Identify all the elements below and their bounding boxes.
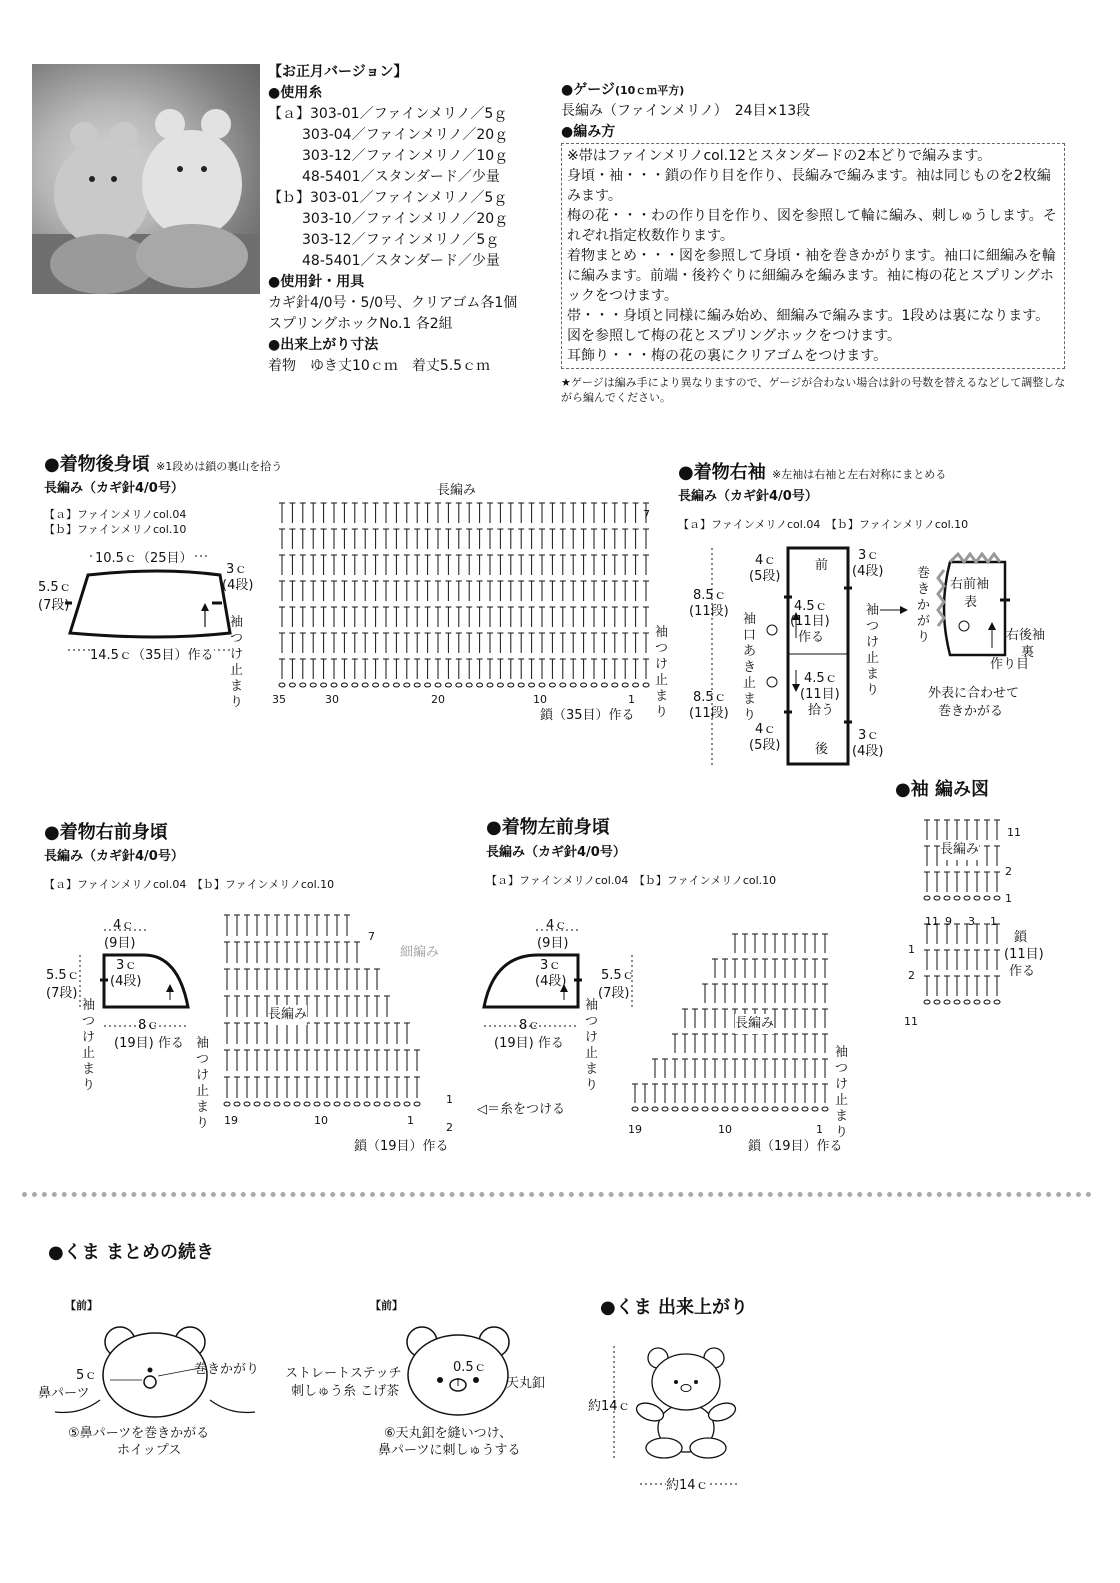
sleeve-back: 後 [815,742,829,757]
yarn-b-2: 303-10／ファインメリノ／20ｇ [302,211,509,227]
sleeve-caption-1: 外表に合わせて [928,686,1020,701]
method-line: ※帯はファインメリノcol.12とスタンダードの2本どりで編みます。 [567,148,992,164]
chain-row [632,1107,828,1111]
right-sleeve-stitch: 長編み（カギ針4/0号） [678,489,818,504]
sleeve-mid-pick-rows: (11目) [800,687,840,702]
sleeve-dim-left-bot: 8.5ｃ [693,690,727,705]
sleeve-caption-2: 巻きかがる [938,704,1004,719]
tools-line-2: スプリングホックNo.1 各2組 [268,316,453,332]
chain-row [924,896,1000,900]
sleeve-rows-bot-r: (4段) [852,744,884,759]
stitch-symbols [924,924,1000,996]
back-body-stitch-chart [262,495,662,700]
right-sleeve-title: ●着物右袖 ※左袖は右袖と左右対称にまとめる [678,462,947,483]
left-front-stitch-chart [625,920,840,1120]
section-divider [22,1192,1092,1197]
sleeve-bot-11: 11 [925,915,939,928]
tools-heading: ●使用針・用具 [268,274,365,290]
right-back-face: 裏 [1021,645,1035,660]
yarn-b-1: 【ｂ】303-01／ファインメリノ／5ｇ [268,190,508,206]
rf-left-dim: 5.5ｃ [46,968,80,983]
caption-2-line2: 鼻パーツに刺しゅうする [378,1443,521,1458]
sleeve-chain-count: (11目) [1004,947,1044,962]
back-sleeve-stop: 袖つけ止まり [230,615,244,710]
lf-chart-label: 長編み [735,1014,774,1034]
right-front-colors: 【ａ】ファインメリノcol.04 【ｂ】ファインメリノcol.10 [44,878,335,891]
back-chain: 鎖（35目）作る [540,708,635,723]
back-right-dim: 3ｃ [226,562,248,577]
sleeve-left-row-11: 11 [904,1015,918,1028]
right-front-sleeve: 右前袖 [950,577,990,592]
lf-sleeve-stop: 袖つけ止まり [585,998,599,1093]
gauge-value: 長編み（ファインメリノ） 24目×13段 [561,103,811,119]
yarn-b-3: 303-12／ファインメリノ／5ｇ [302,232,500,248]
stitch-symbols [632,934,828,1103]
version-title: 【お正月バージョン】 [268,64,408,80]
back-num-1: 1 [628,693,635,706]
method-line: 梅の花・・・わの作り目を作り、図を参照して輪に編み、刺しゅうします。それぞれ指定枚数作ります。 [567,208,1057,244]
bear-width: 約14ｃ [666,1476,709,1496]
lf-bot-sts: (19目) 作る [494,1036,564,1051]
back-row-top: 7 [643,508,650,521]
yarn-b-4: 48-5401／スタンダード／少量 [302,253,500,269]
rf-legend: ◁＝糸をつける [477,1102,565,1117]
back-chart-sleeve-stop: 袖つけ止まり [655,625,669,720]
stitch-symbols [224,915,420,1098]
back-bottom-dim: 14.5ｃ（35目）作る [90,646,214,666]
sleeve-mid-make-act: 作る [798,630,825,645]
sleeve-mid-pick: 4.5ｃ [804,671,838,686]
lf-chart-sleeve-stop: 袖つけ止まり [835,1045,849,1140]
lf-bot-dim: 8ｃ [519,1018,541,1033]
sleeve-rows-left-top: (11段) [689,604,729,619]
back-left-dim: 5.5ｃ [38,580,72,595]
sleeve-mid-make-rows: (11目) [790,614,830,629]
rf-chart-sleeve-stop: 袖つけ止まり [196,1036,210,1131]
bead-label: 天丸釦 [506,1376,546,1391]
back-num-20: 20 [431,693,445,706]
left-front-colors: 【ａ】ファインメリノcol.04 【ｂ】ファインメリノcol.10 [486,874,777,887]
sleeve-bot-1: 1 [990,915,997,928]
lf-num-10: 10 [718,1123,732,1136]
lf-top-dim: 4ｃ [546,918,568,933]
size-value: 着物 ゆき丈10ｃｍ 着丈5.5ｃｍ [268,358,491,374]
back-right-rows: (4段) [222,578,254,593]
sleeve-row-11: 11 [1007,826,1021,839]
yarn-a-2: 303-04／ファインメリノ／20ｇ [302,127,509,143]
rf-side-2: 2 [446,1121,453,1134]
sleeve-chart-label: 長編み [940,840,979,860]
sleeve-mid-pick-act: 拾う [808,703,835,718]
rf-bot-sts: (19目) 作る [114,1036,184,1051]
rf-sleeve-stop: 袖つけ止まり [82,998,96,1093]
lf-right-dim: 5.5ｃ [601,968,635,983]
lf-num-19: 19 [628,1123,642,1136]
method-line: 耳飾り・・・梅の花の裏にクリアゴムをつけます。 [567,348,888,364]
lf-num-1: 1 [816,1123,823,1136]
rf-num-10: 10 [314,1114,328,1127]
method-line: 身頃・袖・・・鎖の作り目を作り、長編みで編みます。袖は同じものを2枚編みます。 [567,168,1051,204]
sleeve-rows-top-r: (4段) [852,564,884,579]
rf-left-rows: (7段) [46,986,78,1001]
bear-finish-title: ●くま まとめの続き [48,1242,214,1263]
sleeve-rows-top-l: (5段) [749,569,781,584]
sleeve-dim-left-top: 8.5ｃ [693,588,727,603]
bear-5c: 5ｃ [76,1368,98,1383]
bear-height: 約14ｃ [588,1399,631,1414]
left-front-title: ●着物左前身頃 [486,817,610,838]
back-num-10: 10 [533,693,547,706]
back-body-stitch: 長編み（カギ針4/0号） [44,481,184,496]
chain-row [279,683,649,687]
back-body-title: ●着物後身頃 ※1段めは鎖の裏山を拾う [44,454,283,475]
front-label-2: 【前】 [370,1299,403,1312]
tools-line-1: カギ針4/0号・5/0号、クリアゴム各1個 [268,295,518,311]
sleeve-front: 前 [815,558,829,573]
sleeve-cast-on: 作り目 [990,657,1030,672]
dim-05: 0.5ｃ [453,1360,487,1375]
yarn-a-1: 【ａ】303-01／ファインメリノ／5ｇ [268,106,508,122]
caption-2-line1: ⑥天丸釦を縫いつけ、 [384,1426,513,1441]
straight-stitch: ストレートステッチ [285,1366,402,1381]
sleeve-bot-3: 3 [968,915,975,928]
caption-1-line2: ホイップス [117,1443,182,1458]
right-front-face: 表 [964,595,978,610]
method-heading: ●編み方 [561,124,616,140]
bear-photo [32,64,260,294]
back-left-rows: (7段) [38,598,70,613]
rf-mid-rows: (4段) [110,974,142,989]
rf-sc-label: 細編み [400,945,440,960]
sleeve-row-2: 2 [1005,865,1012,878]
nose-part-label: 鼻パーツ [38,1386,90,1401]
back-top-dim: 10.5ｃ（25目） [95,549,193,569]
stitch-symbols [279,503,649,679]
sleeve-chain-act: 作る [1009,964,1036,979]
rf-num-19: 19 [224,1114,238,1127]
sleeve-dim-top-l: 4ｃ [755,553,777,568]
lf-chain: 鎖（19目）作る [748,1139,843,1154]
method-line: 着物まとめ・・・図を参照して身頃・袖を巻きかがります。袖口に細編みを輪に編みます。前端・後衿ぐりに細編みを編みます。袖に梅の花とスプリングホックをつけます。 [567,248,1056,304]
rf-mid-dim: 3ｃ [116,958,138,973]
lf-mid-dim: 3ｃ [540,958,562,973]
rf-side-1: 1 [446,1093,453,1106]
yarn-a-3: 303-12／ファインメリノ／10ｇ [302,148,509,164]
sleeve-left-row-1: 1 [908,943,915,956]
sleeve-dim-bot-l: 4ｃ [755,722,777,737]
sleeve-dim-bot-r: 3ｃ [858,728,880,743]
sleeve-row-1: 1 [1005,892,1012,905]
lf-right-rows: (7段) [598,986,630,1001]
sleeve-rows-left-bot: (11段) [689,706,729,721]
chain-row [224,1102,420,1106]
right-front-stitch-chart [205,905,460,1120]
sleeve-rows-bot-l: (5段) [749,738,781,753]
sleeve-chart-title: ●袖 編み図 [895,779,989,800]
method-box [561,143,1065,369]
rf-chart-label: 長編み [268,1005,307,1025]
right-front-title: ●着物右前身頃 [44,822,168,843]
rf-top-sts: (9目) [104,936,136,951]
back-body-color-b: 【ｂ】ファインメリノcol.10 [44,523,187,536]
left-front-stitch: 長編み（カギ針4/0号） [486,845,626,860]
rf-chain: 鎖（19目）作る [354,1139,449,1154]
rf-num-1: 1 [407,1114,414,1127]
sleeve-cuff-stop: 袖口あき止まり [743,612,757,723]
right-sleeve-colors: 【ａ】ファインメリノcol.04 【ｂ】ファインメリノcol.10 [678,518,969,531]
size-heading: ●出来上がり寸法 [268,337,379,353]
right-back-sleeve: 右後袖 [1006,628,1046,643]
yarn-a-4: 48-5401／スタンダード／少量 [302,169,500,185]
gauge-heading: ●ゲージ(10ｃｍ平方) [561,82,685,98]
whip-label: 巻きかがり [194,1362,260,1377]
sleeve-dim-top-r: 3ｃ [858,548,880,563]
gauge-note: ★ゲージは編み手により異なりますので、ゲージが合わない場合は針の号数を替えるなどして調整しながら編んでください。 [561,376,1066,404]
right-front-stitch: 長編み（カギ針4/0号） [44,849,184,864]
chain-row [924,1000,1000,1004]
bear-done-title: ●くま 出来上がり [600,1297,748,1318]
sleeve-attach-stop: 袖つけ止まり [866,603,880,698]
method-line: 帯・・・身頃と同様に編み始め、細編みで編みます。1段めは裏になります。図を参照して梅の花とスプリングホックをつけます。 [567,308,1050,344]
lf-mid-rows: (4段) [535,974,567,989]
lf-top-sts: (9目) [537,936,569,951]
sleeve-whip: 巻きかがり [917,566,931,645]
sleeve-mid-make: 4.5ｃ [794,599,828,614]
yarn-heading: ●使用糸 [268,85,323,101]
bear-photo-art [32,64,260,294]
sleeve-chain: 鎖 [1014,930,1028,945]
sleeve-bot-9: 9 [945,915,952,928]
back-body-color-a: 【ａ】ファインメリノcol.04 [44,508,187,521]
front-label-1: 【前】 [65,1299,98,1312]
back-num-35: 35 [272,693,286,706]
finished-bear-drawing [610,1340,760,1490]
rf-top-dim: 4ｃ [113,918,135,933]
rf-row-top: 7 [368,930,375,943]
embroidery-thread: 刺しゅう糸 こげ茶 [291,1384,400,1399]
sleeve-left-row-2: 2 [908,969,915,982]
back-chart-label: 長編み [437,483,477,498]
caption-1-line1: ⑤鼻パーツを巻きかがる [68,1426,210,1441]
back-num-30: 30 [325,693,339,706]
rf-bot-dim: 8ｃ [138,1018,160,1033]
